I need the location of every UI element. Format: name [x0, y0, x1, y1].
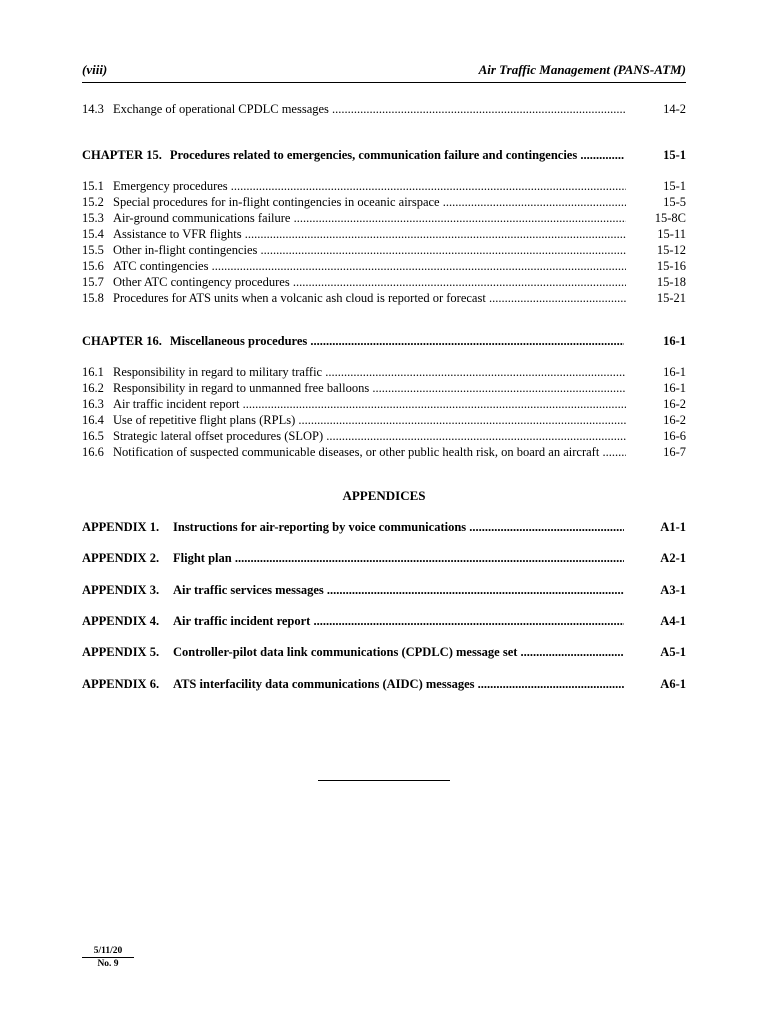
toc-chapter-15-entries	[82, 178, 686, 306]
entry-number: 15.5	[82, 243, 104, 257]
appendix-title: Air traffic services messages	[173, 583, 324, 597]
appendix-title: Flight plan	[173, 551, 232, 565]
entry-number: 16.2	[82, 381, 104, 395]
entry-number: 16.6	[82, 445, 104, 459]
entry-title: Air traffic incident report .....	[113, 396, 626, 412]
chapter-title: Procedures related to emergencies, communication failure and contingencies	[169, 148, 578, 162]
toc-appendix-4	[82, 612, 686, 630]
entry-title: Exchange of operational CPDLC messages .....	[113, 101, 626, 117]
appendix-entry[interactable]	[82, 643, 686, 661]
toc-appendix-5	[82, 643, 686, 661]
chapter-page: 15-1	[663, 148, 686, 162]
appendix-label: APPENDIX 2.	[82, 551, 160, 565]
entry-title: Other in-flight contingencies .....	[113, 242, 626, 258]
toc-entry[interactable]	[82, 396, 686, 412]
entry-title: Responsibility in regard to military traffic .....	[113, 364, 626, 380]
toc-entry[interactable]	[82, 258, 686, 274]
entry-page: 15-5	[663, 195, 686, 209]
appendix-page: A1-1	[660, 520, 686, 534]
toc-entry[interactable]	[82, 444, 686, 460]
entry-page: 16-6	[663, 429, 686, 443]
entry-title: Strategic lateral offset procedures (SLOP) .....	[113, 428, 626, 444]
appendix-page: A6-1	[660, 677, 686, 691]
entry-page: 14-2	[663, 102, 686, 116]
appendix-label: APPENDIX 4.	[82, 614, 160, 628]
toc-appendix-2	[82, 549, 686, 567]
entry-number: 16.1	[82, 365, 104, 379]
toc-entry[interactable]	[82, 274, 686, 290]
entry-page: 15-11	[657, 227, 686, 241]
toc-section-14	[82, 101, 686, 117]
appendix-title: Instructions for air-reporting by voice communications	[173, 520, 467, 534]
entry-number: 16.4	[82, 413, 104, 427]
entry-title: ATC contingencies .....	[113, 258, 626, 274]
appendix-title: Controller-pilot data link communications (CPDLC) message set	[173, 645, 518, 659]
end-of-section-rule	[318, 780, 450, 781]
entry-page: 16-7	[663, 445, 686, 459]
amendment-number: No. 9	[97, 959, 119, 969]
entry-title: Air-ground communications failure .....	[113, 210, 626, 226]
entry-title: Use of repetitive flight plans (RPLs) .....	[113, 412, 626, 428]
toc-entry[interactable]	[82, 194, 686, 210]
entry-title: Assistance to VFR flights .....	[113, 226, 626, 242]
toc-entry[interactable]	[82, 178, 686, 194]
entry-number: 15.1	[82, 179, 104, 193]
appendix-label: APPENDIX 3.	[82, 583, 160, 597]
appendix-label: APPENDIX 1.	[82, 520, 160, 534]
toc-entry[interactable]	[82, 242, 686, 258]
appendix-entry[interactable]	[82, 581, 686, 599]
entry-title: Special procedures for in-flight contingencies in oceanic airspace .....	[113, 194, 626, 210]
toc-appendix-3	[82, 581, 686, 599]
page-footer	[82, 946, 134, 969]
entry-number: 16.5	[82, 429, 104, 443]
entry-number: 14.3	[82, 102, 104, 116]
appendix-entry[interactable]	[82, 675, 686, 693]
toc-entry[interactable]	[82, 226, 686, 242]
toc-entry[interactable]	[82, 101, 686, 117]
entry-number: 15.3	[82, 211, 104, 225]
page-header	[82, 62, 686, 83]
toc-appendix-6	[82, 675, 686, 693]
entry-page: 15-21	[656, 291, 686, 305]
entry-number: 15.6	[82, 259, 104, 273]
chapter-title: Miscellaneous procedures	[169, 334, 308, 348]
entry-number: 15.4	[82, 227, 104, 241]
entry-title: Notification of suspected communicable diseases, or other public health risk, on board an aircraft .....	[113, 444, 626, 460]
toc-appendix-1	[82, 518, 686, 536]
entry-title: Procedures for ATS units when a volcanic ash cloud is reported or forecast .....	[113, 290, 626, 306]
toc-chapter-16	[82, 332, 686, 350]
entry-page: 16-1	[663, 381, 686, 395]
entry-page: 15-18	[656, 275, 686, 289]
appendix-page: A3-1	[660, 583, 686, 597]
appendix-entry[interactable]	[82, 518, 686, 536]
toc-entry[interactable]	[82, 210, 686, 226]
appendix-label: APPENDIX 5.	[82, 645, 160, 659]
entry-title: Emergency procedures .....	[113, 178, 626, 194]
chapter-heading[interactable]	[82, 332, 686, 350]
appendix-label: APPENDIX 6.	[82, 677, 160, 691]
entry-number: 16.3	[82, 397, 104, 411]
entry-page: 15-8C	[654, 211, 686, 225]
appendix-page: A4-1	[660, 614, 686, 628]
page-number-roman: (viii)	[82, 62, 108, 77]
chapter-page: 16-1	[663, 334, 686, 348]
appendix-title: ATS interfacility data communications (AIDC) messages	[173, 677, 475, 691]
toc-entry[interactable]	[82, 364, 686, 380]
entry-page: 16-2	[663, 413, 686, 427]
toc-entry[interactable]	[82, 380, 686, 396]
entry-page: 15-16	[656, 259, 686, 273]
chapter-label: CHAPTER 15.	[82, 148, 162, 162]
appendix-entry[interactable]	[82, 549, 686, 567]
entry-number: 15.2	[82, 195, 104, 209]
appendix-title: Air traffic incident report	[173, 614, 311, 628]
amendment-date: 5/11/20	[82, 946, 134, 958]
toc-entry[interactable]	[82, 428, 686, 444]
entry-page: 16-1	[663, 365, 686, 379]
entry-page: 15-12	[656, 243, 686, 257]
appendix-page: A5-1	[660, 645, 686, 659]
toc-chapter-15	[82, 146, 686, 164]
entry-title: Responsibility in regard to unmanned free balloons .....	[113, 380, 626, 396]
entry-page: 16-2	[663, 397, 686, 411]
chapter-label: CHAPTER 16.	[82, 334, 162, 348]
toc-entry[interactable]	[82, 412, 686, 428]
appendix-page: A2-1	[660, 551, 686, 565]
appendices-heading: APPENDICES	[342, 488, 426, 503]
toc-entry[interactable]	[82, 290, 686, 306]
entry-number: 15.7	[82, 275, 104, 289]
entry-title: Other ATC contingency procedures .....	[113, 274, 626, 290]
entry-page: 15-1	[663, 179, 686, 193]
toc-chapter-16-entries	[82, 364, 686, 460]
document-title: Air Traffic Management (PANS-ATM)	[478, 62, 686, 77]
entry-number: 15.8	[82, 291, 104, 305]
chapter-heading[interactable]	[82, 146, 686, 164]
appendix-entry[interactable]	[82, 612, 686, 630]
